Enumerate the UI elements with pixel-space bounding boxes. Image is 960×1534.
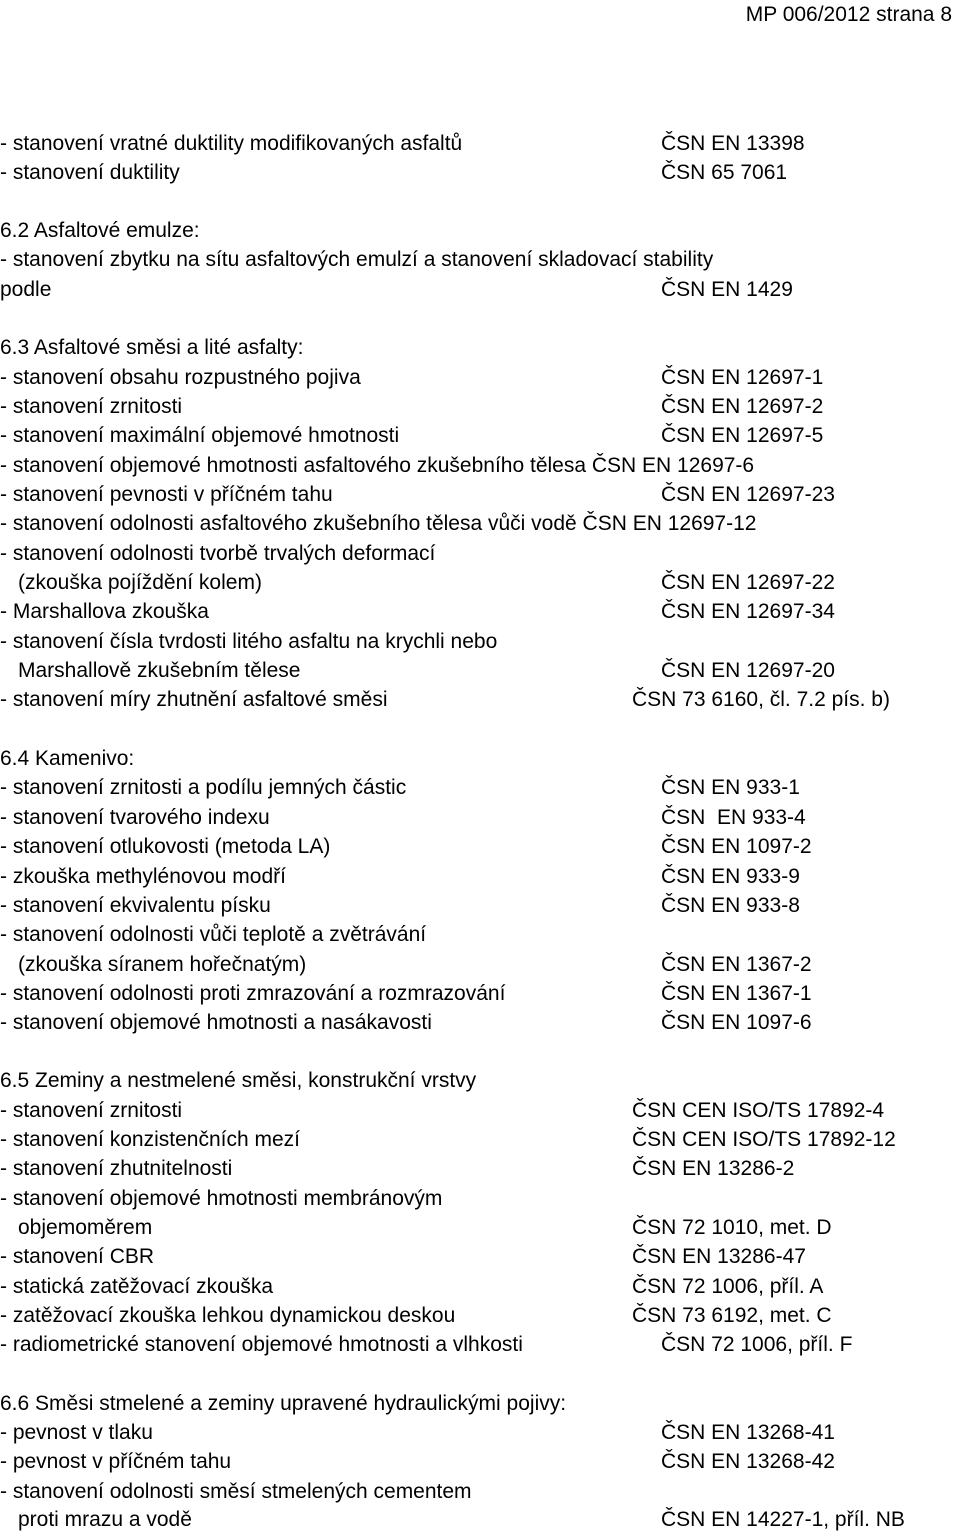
test-label: (zkouška pojíždění kolem) <box>18 571 262 594</box>
test-label: - stanovení zrnitosti <box>0 395 183 418</box>
standard-code: ČSN EN 13398 <box>661 132 805 155</box>
standard-code: ČSN 72 1010, met. D <box>632 1216 832 1239</box>
standard-code: ČSN CEN ISO/TS 17892-12 <box>632 1128 896 1151</box>
test-label: - stanovení konzistenčních mezí <box>0 1128 300 1151</box>
section-title: 6.4 Kamenivo: <box>0 747 135 770</box>
standard-code: ČSN EN 933-8 <box>661 894 800 917</box>
section-title: 6.2 Asfaltové emulze: <box>0 219 200 242</box>
test-label: - stanovení otlukovosti (metoda LA) <box>0 835 331 858</box>
standard-code: ČSN 72 1006, příl. A <box>632 1275 824 1298</box>
test-label: - stanovení čísla tvrdosti litého asfaltu na krychli nebo <box>0 630 498 653</box>
standard-code: ČSN EN 12697-22 <box>661 571 835 594</box>
standard-code: ČSN EN 1367-2 <box>661 953 812 976</box>
test-label: proti mrazu a vodě <box>18 1508 192 1531</box>
test-label: - stanovení tvarového indexu <box>0 806 270 829</box>
standard-code: ČSN EN 12697-20 <box>661 659 835 682</box>
standard-code: ČSN 73 6192, met. C <box>632 1304 832 1327</box>
test-label: - stanovení zhutnitelnosti <box>0 1157 233 1180</box>
test-label: - stanovení odolnosti tvorbě trvalých deformací <box>0 542 436 565</box>
standard-code: ČSN EN 12697-23 <box>661 483 835 506</box>
section-title: 6.3 Asfaltové směsi a lité asfalty: <box>0 336 304 359</box>
test-label: - pevnost v tlaku <box>0 1421 153 1444</box>
standard-code: ČSN EN 1367-1 <box>661 982 812 1005</box>
standard-code: ČSN EN 933-1 <box>661 776 800 799</box>
test-label: - statická zatěžovací zkouška <box>0 1275 274 1298</box>
test-label: - stanovení míry zhutnění asfaltové směsi <box>0 688 388 711</box>
test-label: - stanovení objemové hmotnosti a nasákavosti <box>0 1011 432 1034</box>
test-label: - stanovení odolnosti proti zmrazování a rozmrazování <box>0 982 506 1005</box>
test-label: - radiometrické stanovení objemové hmotnosti a vlhkosti <box>0 1333 523 1356</box>
test-label: - stanovení zbytku na sítu asfaltových emulzí a stanovení skladovací stability <box>0 248 714 271</box>
test-label: - zkouška methylénovou modří <box>0 865 286 888</box>
section-title: 6.6 Směsi stmelené a zeminy upravené hydraulickými pojivy: <box>0 1392 567 1415</box>
standard-code: ČSN EN 12697-2 <box>661 395 824 418</box>
standard-code: ČSN EN 13286-47 <box>632 1245 806 1268</box>
standard-code: ČSN EN 1429 <box>661 278 793 301</box>
test-label: - stanovení odolnosti směsí stmelených cementem <box>0 1480 472 1503</box>
test-label: - stanovení zrnitosti a podílu jemných částic <box>0 776 407 799</box>
test-label: podle <box>0 278 52 301</box>
standard-code: ČSN EN 12697-5 <box>661 424 824 447</box>
test-label: - stanovení ekvivalentu písku <box>0 894 271 917</box>
test-label: (zkouška síranem hořečnatým) <box>18 953 307 976</box>
standard-code: ČSN EN 933-4 <box>661 806 806 829</box>
standard-code: ČSN EN 13286-2 <box>632 1157 795 1180</box>
test-label: - stanovení objemové hmotnosti membránovým <box>0 1187 443 1210</box>
standard-code: ČSN EN 12697-34 <box>661 600 835 623</box>
standard-code: ČSN EN 13268-41 <box>661 1421 835 1444</box>
test-label: - stanovení duktility <box>0 161 180 184</box>
standard-code: ČSN EN 14227-1, příl. NB <box>661 1508 905 1531</box>
test-label: - zatěžovací zkouška lehkou dynamickou deskou <box>0 1304 456 1327</box>
standard-code: ČSN EN 933-9 <box>661 865 800 888</box>
standard-code: ČSN CEN ISO/TS 17892-4 <box>632 1099 885 1122</box>
test-label: - stanovení zrnitosti <box>0 1099 183 1122</box>
test-label: - pevnost v příčném tahu <box>0 1450 232 1473</box>
standard-code: ČSN 72 1006, příl. F <box>661 1333 853 1356</box>
test-label: - stanovení CBR <box>0 1245 155 1268</box>
test-label: objemoměrem <box>18 1216 153 1239</box>
test-label: - stanovení pevnosti v příčném tahu <box>0 483 333 506</box>
test-label: - stanovení odolnosti vůči teplotě a zvětrávání <box>0 923 427 946</box>
test-label: - stanovení vratné duktility modifikovaných asfaltů <box>0 132 463 155</box>
test-label: - stanovení odolnosti asfaltového zkušebního tělesa vůči vodě ČSN EN 12697-12 <box>0 512 757 535</box>
test-label: - stanovení obsahu rozpustného pojiva <box>0 366 361 389</box>
standard-code: ČSN EN 13268-42 <box>661 1450 835 1473</box>
test-label: - stanovení objemové hmotnosti asfaltového zkušebního tělesa ČSN EN 12697-6 <box>0 454 755 477</box>
test-label: - stanovení maximální objemové hmotnosti <box>0 424 400 447</box>
section-title: 6.5 Zeminy a nestmelené směsi, konstrukční vrstvy <box>0 1069 477 1092</box>
page-header: MP 006/2012 strana 8 <box>745 3 952 26</box>
standard-code: ČSN EN 1097-2 <box>661 835 812 858</box>
standard-code: ČSN 65 7061 <box>661 161 788 184</box>
test-label: Marshallově zkušebním tělese <box>18 659 301 682</box>
standard-code: ČSN 73 6160, čl. 7.2 pís. b) <box>632 688 890 711</box>
standard-code: ČSN EN 1097-6 <box>661 1011 812 1034</box>
test-label: - Marshallova zkouška <box>0 600 209 623</box>
standard-code: ČSN EN 12697-1 <box>661 366 824 389</box>
